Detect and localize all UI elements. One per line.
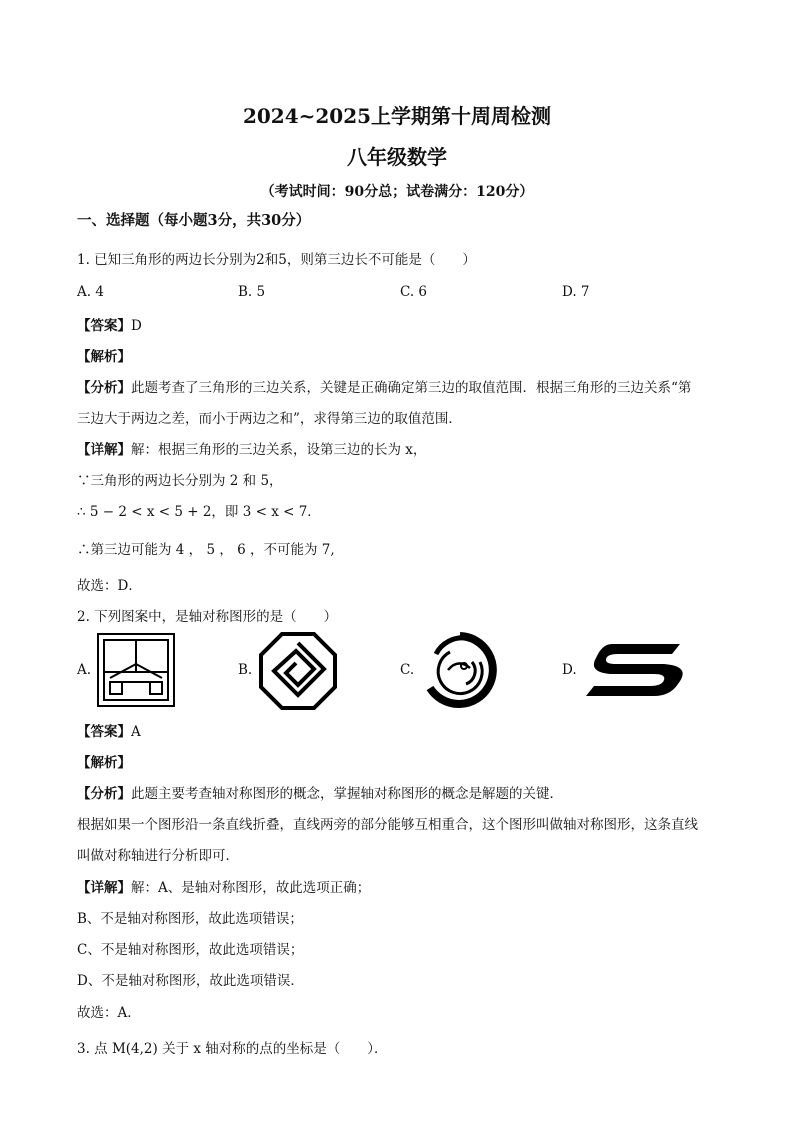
q1-detail-line2: ∵三角形的两边长分别为 2 和 5， [77, 473, 283, 489]
q2-detail-line4: D、不是轴对称图形，故此选项错误． [77, 973, 304, 989]
page-subject: 八年级数学 [347, 145, 447, 169]
q2-option-c-label: C. [400, 662, 415, 678]
detail-label: 【详解】 [77, 442, 131, 458]
q2-answer [77, 720, 141, 740]
figure-c-swirl-circle [420, 632, 500, 708]
q2-detail-line5: 故选：A． [77, 1005, 141, 1021]
q3-stem: 3. 点 M(4,2) 关于 x 轴对称的点的坐标是（ ）． [77, 1041, 388, 1057]
q1-option-a: A. 4 [77, 284, 104, 300]
q2-option-b-label: B. [238, 662, 253, 678]
detail-text: 解：根据三角形的三边关系，设第三边的长为 x， [131, 442, 427, 458]
q1-option-b: B. 5 [238, 284, 266, 300]
q2-fenxi-line2: 根据如果一个图形沿一条直线折叠，直线两旁的部分能够互相重合，这个图形叫做轴对称图形，这条直线 [77, 817, 698, 833]
q1-answer [77, 314, 142, 334]
answer-value: A [131, 724, 141, 740]
q2-fenxi-line1 [77, 782, 563, 802]
q2-option-d-label: D. [562, 662, 577, 678]
figure-d-stylized-s [584, 640, 694, 700]
q1-detail-line3: ∴ 5 − 2 < x < 5 + 2，即 3 < x < 7． [77, 504, 321, 520]
fenxi-label: 【分析】 [77, 380, 131, 396]
q2-detail-line3: C、不是轴对称图形，故此选项错误； [77, 942, 304, 958]
fenxi-label: 【分析】 [77, 786, 131, 802]
detail-label: 【详解】 [77, 880, 131, 896]
answer-value: D [131, 318, 142, 334]
detail-text: 解：A、是轴对称图形，故此选项正确； [131, 880, 371, 896]
q2-stem: 2. 下列图案中，是轴对称图形的是（ ） [77, 609, 338, 625]
q1-fenxi-line1 [77, 376, 691, 396]
section-heading: 一、选择题（每小题3分，共30分） [77, 212, 311, 229]
fenxi-text: 此题主要考查轴对称图形的概念，掌握轴对称图形的概念是解题的关键． [131, 786, 563, 802]
q1-detail-line4: ∴第三边可能为 4 ， 5 ， 6 ，不可能为 7, [77, 542, 335, 558]
exam-info: （考试时间：90分总；试卷满分：120分） [260, 184, 534, 200]
q1-stem: 1. 已知三角形的两边长分别为2和5，则第三边长不可能是（ ） [77, 252, 476, 268]
q1-option-c: C. 6 [400, 284, 428, 300]
q1-option-d: D. 7 [562, 284, 590, 300]
answer-label: 【答案】 [77, 318, 131, 334]
q1-detail-line1 [77, 438, 426, 458]
q2-analysis-label: 【解析】 [77, 755, 131, 771]
q2-fenxi-line3: 叫做对称轴进行分析即可． [77, 848, 239, 864]
q1-analysis-label: 【解析】 [77, 349, 131, 365]
q1-fenxi-line2: 三边大于两边之差，而小于两边之和”，求得第三边的取值范围． [77, 411, 462, 427]
figure-b-spiral-octagon [258, 631, 338, 711]
answer-label: 【答案】 [77, 724, 131, 740]
q1-detail-line5: 故选：D． [77, 578, 142, 594]
fenxi-text: 此题考查了三角形的三边关系，关键是正确确定第三边的取值范围．根据三角形的三边关系“第 [131, 380, 692, 396]
page-title: 2024~2025上学期第十周周检测 [242, 104, 552, 128]
q2-detail-line2: B、不是轴对称图形，故此选项错误； [77, 911, 303, 927]
figure-a-symmetric-window [96, 632, 176, 708]
q2-detail-line1 [77, 876, 370, 896]
q2-option-a-label: A. [77, 662, 92, 678]
